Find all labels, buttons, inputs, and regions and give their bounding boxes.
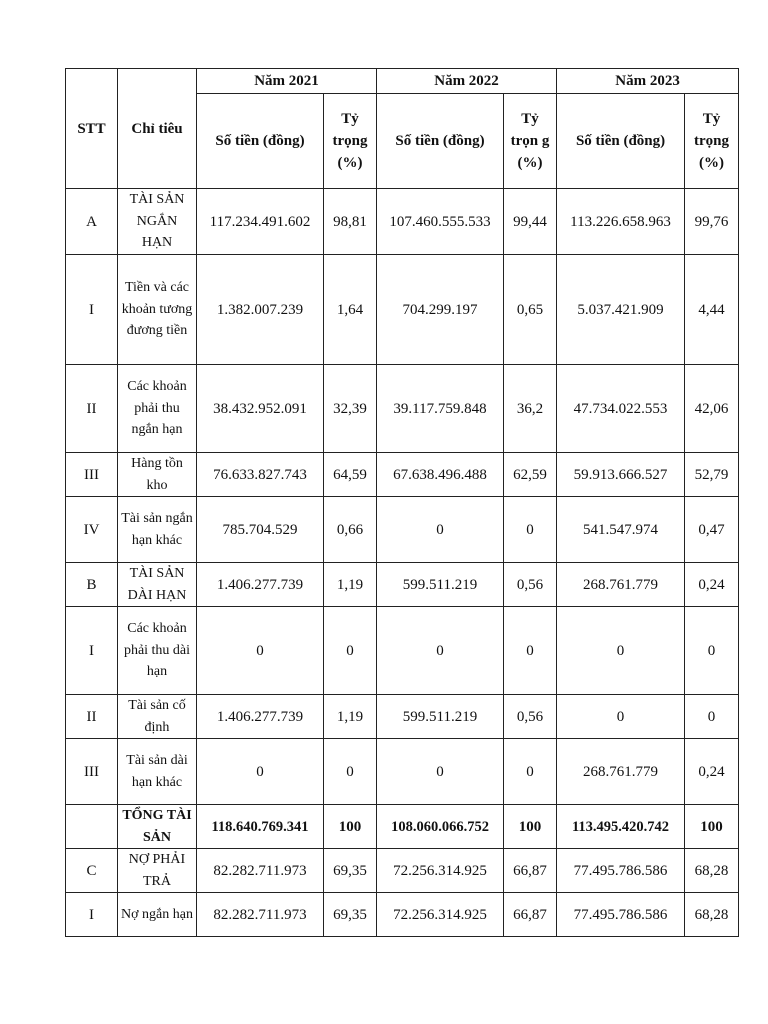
row-percent-2023: 42,06 xyxy=(685,365,739,453)
row-percent-2021: 100 xyxy=(324,805,377,849)
row-value-2022: 67.638.496.488 xyxy=(377,453,504,497)
row-percent-2021: 98,81 xyxy=(324,189,377,255)
table-row xyxy=(66,365,739,453)
row-value-2022: 0 xyxy=(377,739,504,805)
row-percent-2022: 36,2 xyxy=(504,365,557,453)
table-row xyxy=(66,255,739,365)
row-stt: III xyxy=(66,453,118,497)
row-stt: C xyxy=(66,849,118,893)
row-percent-2021: 32,39 xyxy=(324,365,377,453)
row-value-2022: 72.256.314.925 xyxy=(377,849,504,893)
row-stt: A xyxy=(66,189,118,255)
row-value-2021: 118.640.769.341 xyxy=(197,805,324,849)
header-ty-trong-2022: Tỷ trọn g (%) xyxy=(504,94,557,189)
row-percent-2022: 0,56 xyxy=(504,563,557,607)
row-label: Các khoản phải thu ngắn hạn xyxy=(118,365,197,453)
row-value-2022: 108.060.066.752 xyxy=(377,805,504,849)
row-value-2022: 39.117.759.848 xyxy=(377,365,504,453)
row-value-2023: 47.734.022.553 xyxy=(557,365,685,453)
row-value-2022: 107.460.555.533 xyxy=(377,189,504,255)
row-value-2021: 0 xyxy=(197,739,324,805)
row-stt: I xyxy=(66,255,118,365)
row-value-2021: 82.282.711.973 xyxy=(197,893,324,937)
row-value-2021: 0 xyxy=(197,607,324,695)
row-value-2023: 268.761.779 xyxy=(557,563,685,607)
row-value-2023: 77.495.786.586 xyxy=(557,849,685,893)
row-percent-2023: 68,28 xyxy=(685,893,739,937)
row-percent-2022: 99,44 xyxy=(504,189,557,255)
row-percent-2021: 1,19 xyxy=(324,695,377,739)
row-percent-2021: 69,35 xyxy=(324,849,377,893)
row-label: Tài sản dài hạn khác xyxy=(118,739,197,805)
row-value-2022: 704.299.197 xyxy=(377,255,504,365)
row-value-2023: 268.761.779 xyxy=(557,739,685,805)
header-so-tien-2021: Số tiền (đồng) xyxy=(197,94,324,189)
table-row xyxy=(66,849,739,893)
row-stt: III xyxy=(66,739,118,805)
row-percent-2023: 68,28 xyxy=(685,849,739,893)
row-label: Hàng tồn kho xyxy=(118,453,197,497)
row-value-2022: 599.511.219 xyxy=(377,563,504,607)
row-percent-2021: 64,59 xyxy=(324,453,377,497)
row-percent-2022: 66,87 xyxy=(504,849,557,893)
header-so-tien-2023: Số tiền (đồng) xyxy=(557,94,685,189)
table-row xyxy=(66,453,739,497)
row-percent-2022: 0 xyxy=(504,607,557,695)
row-value-2023: 5.037.421.909 xyxy=(557,255,685,365)
header-stt: STT xyxy=(66,69,118,189)
row-percent-2022: 100 xyxy=(504,805,557,849)
row-value-2021: 82.282.711.973 xyxy=(197,849,324,893)
row-value-2023: 0 xyxy=(557,607,685,695)
row-value-2021: 76.633.827.743 xyxy=(197,453,324,497)
row-percent-2021: 0,66 xyxy=(324,497,377,563)
row-value-2023: 59.913.666.527 xyxy=(557,453,685,497)
header-so-tien-2022: Số tiền (đồng) xyxy=(377,94,504,189)
row-value-2021: 785.704.529 xyxy=(197,497,324,563)
row-value-2022: 0 xyxy=(377,607,504,695)
table-row xyxy=(66,497,739,563)
row-stt: B xyxy=(66,563,118,607)
total-row xyxy=(66,805,739,849)
table-row xyxy=(66,893,739,937)
header-ty-trong-2021: Tỷ trọng (%) xyxy=(324,94,377,189)
row-percent-2023: 4,44 xyxy=(685,255,739,365)
row-value-2023: 77.495.786.586 xyxy=(557,893,685,937)
row-value-2021: 1.382.007.239 xyxy=(197,255,324,365)
row-label: Tài sản ngắn hạn khác xyxy=(118,497,197,563)
row-stt: II xyxy=(66,365,118,453)
row-percent-2023: 99,76 xyxy=(685,189,739,255)
row-percent-2022: 0 xyxy=(504,497,557,563)
row-percent-2023: 0,24 xyxy=(685,563,739,607)
row-label: Nợ ngắn hạn xyxy=(118,893,197,937)
row-value-2022: 72.256.314.925 xyxy=(377,893,504,937)
row-value-2023: 541.547.974 xyxy=(557,497,685,563)
row-stt xyxy=(66,805,118,849)
row-value-2023: 113.495.420.742 xyxy=(557,805,685,849)
row-value-2022: 0 xyxy=(377,497,504,563)
table-row xyxy=(66,189,739,255)
row-value-2022: 599.511.219 xyxy=(377,695,504,739)
row-value-2023: 0 xyxy=(557,695,685,739)
row-label: TÀI SẢN DÀI HẠN xyxy=(118,563,197,607)
row-percent-2021: 1,19 xyxy=(324,563,377,607)
table-row xyxy=(66,695,739,739)
row-percent-2023: 100 xyxy=(685,805,739,849)
asset-structure-table xyxy=(65,68,739,937)
row-percent-2023: 0,24 xyxy=(685,739,739,805)
row-percent-2023: 0,47 xyxy=(685,497,739,563)
header-year-2022: Năm 2022 xyxy=(377,69,557,94)
row-value-2021: 1.406.277.739 xyxy=(197,695,324,739)
row-percent-2021: 69,35 xyxy=(324,893,377,937)
row-percent-2022: 0,56 xyxy=(504,695,557,739)
row-percent-2021: 1,64 xyxy=(324,255,377,365)
row-percent-2023: 0 xyxy=(685,695,739,739)
row-stt: I xyxy=(66,607,118,695)
row-stt: IV xyxy=(66,497,118,563)
header-year-2021: Năm 2021 xyxy=(197,69,377,94)
row-stt: I xyxy=(66,893,118,937)
row-percent-2022: 0 xyxy=(504,739,557,805)
row-label: Các khoản phải thu dài hạn xyxy=(118,607,197,695)
row-percent-2023: 0 xyxy=(685,607,739,695)
row-percent-2021: 0 xyxy=(324,739,377,805)
row-percent-2022: 62,59 xyxy=(504,453,557,497)
row-percent-2022: 66,87 xyxy=(504,893,557,937)
header-ty-trong-2023: Tỷ trọng (%) xyxy=(685,94,739,189)
header-chi-tieu: Chỉ tiêu xyxy=(118,69,197,189)
row-value-2021: 1.406.277.739 xyxy=(197,563,324,607)
row-label: TÀI SẢN NGẮN HẠN xyxy=(118,189,197,255)
row-label: TỔNG TÀI SẢN xyxy=(118,805,197,849)
row-value-2021: 117.234.491.602 xyxy=(197,189,324,255)
row-percent-2023: 52,79 xyxy=(685,453,739,497)
table-row xyxy=(66,563,739,607)
row-value-2023: 113.226.658.963 xyxy=(557,189,685,255)
row-label: Tài sản cố định xyxy=(118,695,197,739)
table-row xyxy=(66,607,739,695)
header-year-2023: Năm 2023 xyxy=(557,69,739,94)
row-value-2021: 38.432.952.091 xyxy=(197,365,324,453)
row-stt: II xyxy=(66,695,118,739)
row-percent-2022: 0,65 xyxy=(504,255,557,365)
row-percent-2021: 0 xyxy=(324,607,377,695)
row-label: Tiền và các khoản tương đương tiền xyxy=(118,255,197,365)
table-row xyxy=(66,739,739,805)
row-label: NỢ PHẢI TRẢ xyxy=(118,849,197,893)
